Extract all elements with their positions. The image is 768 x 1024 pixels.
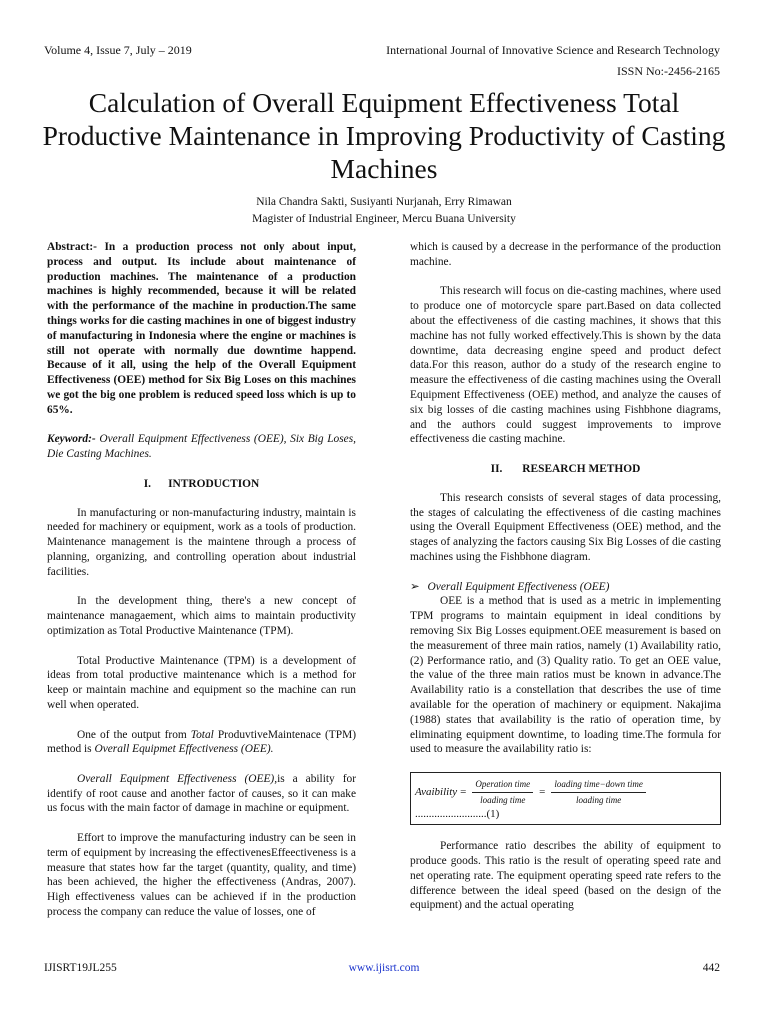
fraction-2-numerator: loading time−down time [551, 777, 646, 793]
equals-sign: = [460, 785, 467, 798]
keywords-label: Keyword:- [47, 433, 96, 446]
affiliation: Magister of Industrial Engineer, Mercu Buana University [252, 213, 516, 225]
journal-name: International Journal of Innovative Science and Research Technology [386, 43, 720, 57]
intro-paragraph-2: In the development thing, there's a new concept of maintenance managaement, which aims to maintain productivity optimization as Total Productive Maintenance (TPM). [47, 595, 356, 637]
intro-p5-text-a: Overall Equipment Effectiveness (OEE), [77, 772, 278, 785]
intro-paragraph-3: Total Productive Maintenance (TPM) is a development of ideas from total productive maintenance which is a method for keep or maintain machine and equipment so the machine can run well when operated. [47, 654, 356, 711]
issn: ISSN No:-2456-2165 [616, 64, 720, 78]
keywords-text: Overall Equipment Effectiveness (OEE), Six Big Loses, Die Casting Machines. [47, 433, 356, 461]
section-heading-research-method: II. RESEARCH METHOD [490, 462, 641, 475]
right-column [410, 240, 721, 928]
equals-sign: = [539, 785, 546, 798]
fraction-2-denominator: loading time [576, 794, 622, 805]
formula-lhs: Avaibility [415, 785, 458, 798]
page-number: 442 [702, 962, 720, 974]
equation-number: ..........................(1) [415, 808, 500, 821]
intro-p5-text-b: is a ability for identify of root cause and another factor of causes, so it can make us focus with the main factor of damage in machine or equipment. [47, 772, 356, 815]
intro-p4-text-b: Total [190, 728, 214, 741]
section-heading-introduction: I. INTRODUCTION [143, 477, 260, 490]
paper-id: IJISRT19JL255 [44, 962, 117, 974]
intro-paragraph-1: In manufacturing or non-manufacturing industry, maintain is needed for machinery or equipment, work as a tools of production. Maintenance management is the maintene through a process of planning, organizing, and controlling operation about industrial facilities. [47, 506, 356, 578]
left-column [47, 240, 356, 935]
abstract: Abstract:- In a production process not only about input, process and output. Its include about maintenance of production machines. The maintenance of a production machines is highly recommended, because it will be related with the performance of the machine in production.The same things works for die casting machines in one of biggest industry of manufacturing in Indonesia where the engine or machines is still not operate with normally due downtime happend. Because of it all, using the help of the Overall Equipment Effectiveness (OEE) method for Six Big Loses on this machines we got the big one problem is reduced speed loss which is up to 65%. [47, 241, 356, 416]
continued-paragraph: which is caused by a decrease in the performance of the production machine. [410, 241, 721, 268]
fraction-1-denominator: loading time [480, 794, 526, 805]
research-focus-paragraph: This research will focus on die-casting machines, where used to produce one of motorcycle spare part.Based on data collected about the effectiveness of die casting machines, it shows that this machine has not fully worked effectively.This is shown by the data downtime, data decreasing engine speed and product defect data.For this reason, author do a study of the research engine to measure the effectiveness of die casting machines using the Overall Equipment Effectiveness (OEE) method, and analyze the causes of six big losses of die casting machines using Fishbhone diagrams, and the authors could suggest improvements to improve effectiveness die casting machine. [410, 285, 721, 446]
authors: Nila Chandra Sakti, Susiyanti Nurjanah, Erry Rimawan [256, 196, 512, 208]
fraction-1-numerator: Operation time [472, 777, 533, 793]
intro-p4-text-c: ProduvtiveMaintenace (TPM) method is [47, 728, 356, 756]
paper-title: Calculation of Overall Equipment Effectiveness Total Productive Maintenance in Improving Productivity of Casting Machines [42, 87, 726, 184]
subheading-oee-text: Overall Equipment Effectiveness (OEE) [427, 580, 610, 593]
fraction-1 [472, 777, 533, 808]
fraction-2 [551, 777, 646, 808]
intro-paragraph-6: Effort to improve the manufacturing industry can be seen in term of equipment by increasing the effectivenesEffeectiveness is a measure that states how far the target (quantity, quality, and time) has been achieved, the higher the effectiveness (Andras, 2007). High effectiveness values can be achieved if in the production process the company can reduce the value of losses, one of [47, 832, 356, 919]
availability-formula [410, 772, 721, 825]
oee-paragraph: OEE is a method that is used as a metric in implementing TPM programs to maintain equipment in ideal conditions by removing Six Big Losses equipment.OEE measurement is based on the measurement of three main ratios, namely (1) Availability ratio, (2) Performance ratio, and (3) Quality ratio. To get an OEE value, the value of the three main ratios must be known in advance.The Availability ratio is a constellation that describes the use of time available for the operation of machinery or equipment. Nakajima (1988) states that availability is the ratio of operation time, by eliminating equipment downtime, to loading time.The formula for used to measure the availability ratio is: [410, 595, 721, 756]
method-paragraph: This research consists of several stages of data processing, the stages of calculating the effectiveness of die casting machines using the Overall Equipment Effectiveness (OEE) method, and the stages of analyzing the factors causing Six Big Losses of die casting machines using the Fishbhone diagram. [410, 491, 721, 563]
keywords [47, 432, 356, 462]
intro-p4-text-d: Overall Equipmet Effectiveness (OEE). [94, 743, 274, 756]
subheading-oee [410, 580, 721, 595]
intro-paragraph-4 [47, 728, 356, 758]
performance-paragraph: Performance ratio describes the ability of equipment to produce goods. This ratio is the result of operating speed rate and net operating rate. The equipment operating speed rate refers to the difference between the ideal speed (based on the design of the equipment) and the actual operating [410, 840, 721, 912]
intro-paragraph-5 [47, 772, 356, 816]
arrow-bullet-icon: ➢ [410, 580, 420, 593]
intro-p4-text-a: One of the output from [77, 728, 191, 741]
journal-website-link[interactable]: www.ijisrt.com [348, 962, 420, 974]
volume-issue: Volume 4, Issue 7, July – 2019 [44, 43, 192, 57]
